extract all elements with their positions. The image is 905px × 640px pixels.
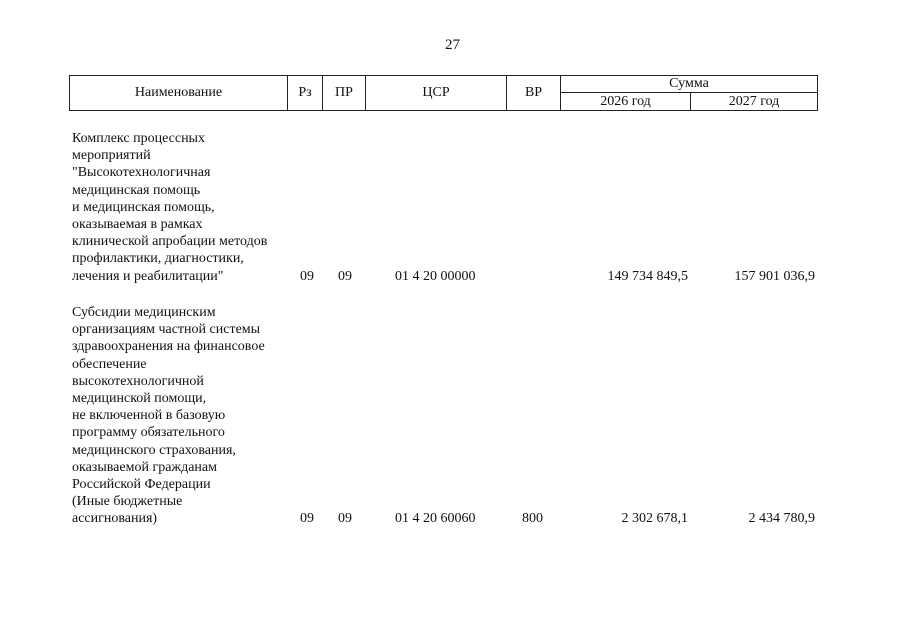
header-name: Наименование	[70, 76, 288, 110]
row-csr: 01 4 20 00000	[395, 269, 476, 284]
header-year-2026: 2026 год	[561, 93, 691, 110]
header-pr: ПР	[323, 76, 366, 110]
header-sum: Сумма	[561, 76, 817, 93]
row-name: Субсидии медицинским организациям частной системы здравоохранения на финансовое обеспечение высокотехнологичной медицинской помощи, не включенной в базовую программу обязательного медицинского страхования, оказываемой гражданам Российской Федерации (Иные бюджетные ассигнования)	[72, 305, 265, 527]
row-pr: 09	[338, 511, 352, 526]
row-sum-2026: 2 302 678,1	[621, 511, 688, 526]
table-header	[69, 75, 818, 111]
page-number: 27	[445, 37, 460, 53]
row-name: Комплекс процессных мероприятий "Высокотехнологичная медицинская помощь и медицинская помощь, оказываемая в рамках клинической апробации методов профилактики, диагностики, лечения и реабилитации"	[72, 131, 268, 284]
header-year-2027: 2027 год	[728, 93, 780, 109]
row-rz: 09	[300, 511, 314, 526]
row-sum-2027: 2 434 780,9	[748, 511, 815, 526]
header-vr: ВР	[507, 76, 561, 110]
row-sum-2026: 149 734 849,5	[607, 269, 688, 284]
header-rz: Рз	[288, 76, 323, 110]
header-csr: ЦСР	[366, 76, 507, 110]
row-csr: 01 4 20 60060	[395, 511, 476, 526]
row-sum-2027: 157 901 036,9	[734, 269, 815, 284]
row-rz: 09	[300, 269, 314, 284]
row-vr: 800	[522, 511, 543, 526]
row-pr: 09	[338, 269, 352, 284]
